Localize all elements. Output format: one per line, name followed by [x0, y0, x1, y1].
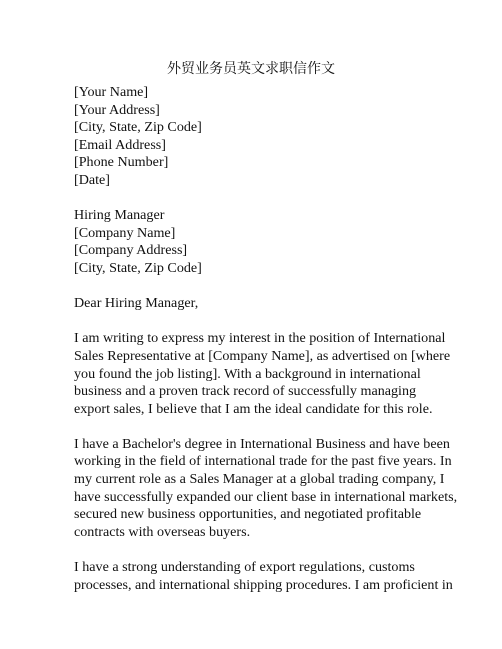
paragraph-line: business and a proven track record of successfully managing — [74, 383, 417, 400]
paragraph-1 — [74, 330, 454, 418]
paragraph-line: have successfully expanded our client base in international markets, — [74, 488, 458, 505]
paragraph-line: working in the field of international trade for the past five years. In — [74, 453, 452, 470]
paragraph-line: export sales, I believe that I am the ideal candidate for this role. — [74, 400, 433, 417]
paragraph-line: contracts with overseas buyers. — [74, 523, 251, 540]
salutation-text: Dear Hiring Manager, — [74, 295, 199, 312]
recipient-city-state-zip: [City, State, Zip Code] — [74, 259, 202, 276]
sender-name: [Your Name] — [74, 84, 149, 100]
recipient-company-address: [Company Address] — [74, 242, 188, 259]
recipient-title: Hiring Manager — [74, 207, 165, 224]
recipient-company: [Company Name] — [74, 224, 176, 241]
paragraph-line: you found the job listing]. With a background in international — [74, 365, 421, 382]
sender-address-block — [74, 84, 454, 190]
sender-phone: [Phone Number] — [74, 154, 169, 171]
salutation — [74, 295, 454, 313]
letter-date: [Date] — [74, 171, 110, 188]
paragraph-line: Sales Representative at [Company Name], as advertised on [where — [74, 347, 451, 364]
paragraph-line: I am writing to express my interest in the position of International — [74, 330, 446, 347]
paragraph-line: processes, and international shipping procedures. I am proficient in — [74, 576, 453, 593]
sender-city-state-zip: [City, State, Zip Code] — [74, 119, 202, 136]
paragraph-line: secured new business opportunities, and negotiated profitable — [74, 506, 422, 523]
paragraph-line: I have a strong understanding of export regulations, customs — [74, 559, 415, 576]
document-title: 外贸业务员英文求职信作文 — [167, 61, 335, 77]
sender-address: [Your Address] — [74, 101, 160, 118]
paragraph-line: I have a Bachelor's degree in International Business and have been — [74, 435, 450, 452]
paragraph-line: my current role as a Sales Manager at a global trading company, I — [74, 471, 445, 488]
letter-body — [74, 84, 458, 612]
sender-email: [Email Address] — [74, 136, 166, 153]
paragraph-2 — [74, 435, 458, 542]
paragraph-3 — [74, 559, 454, 594]
recipient-address-block — [74, 207, 454, 277]
